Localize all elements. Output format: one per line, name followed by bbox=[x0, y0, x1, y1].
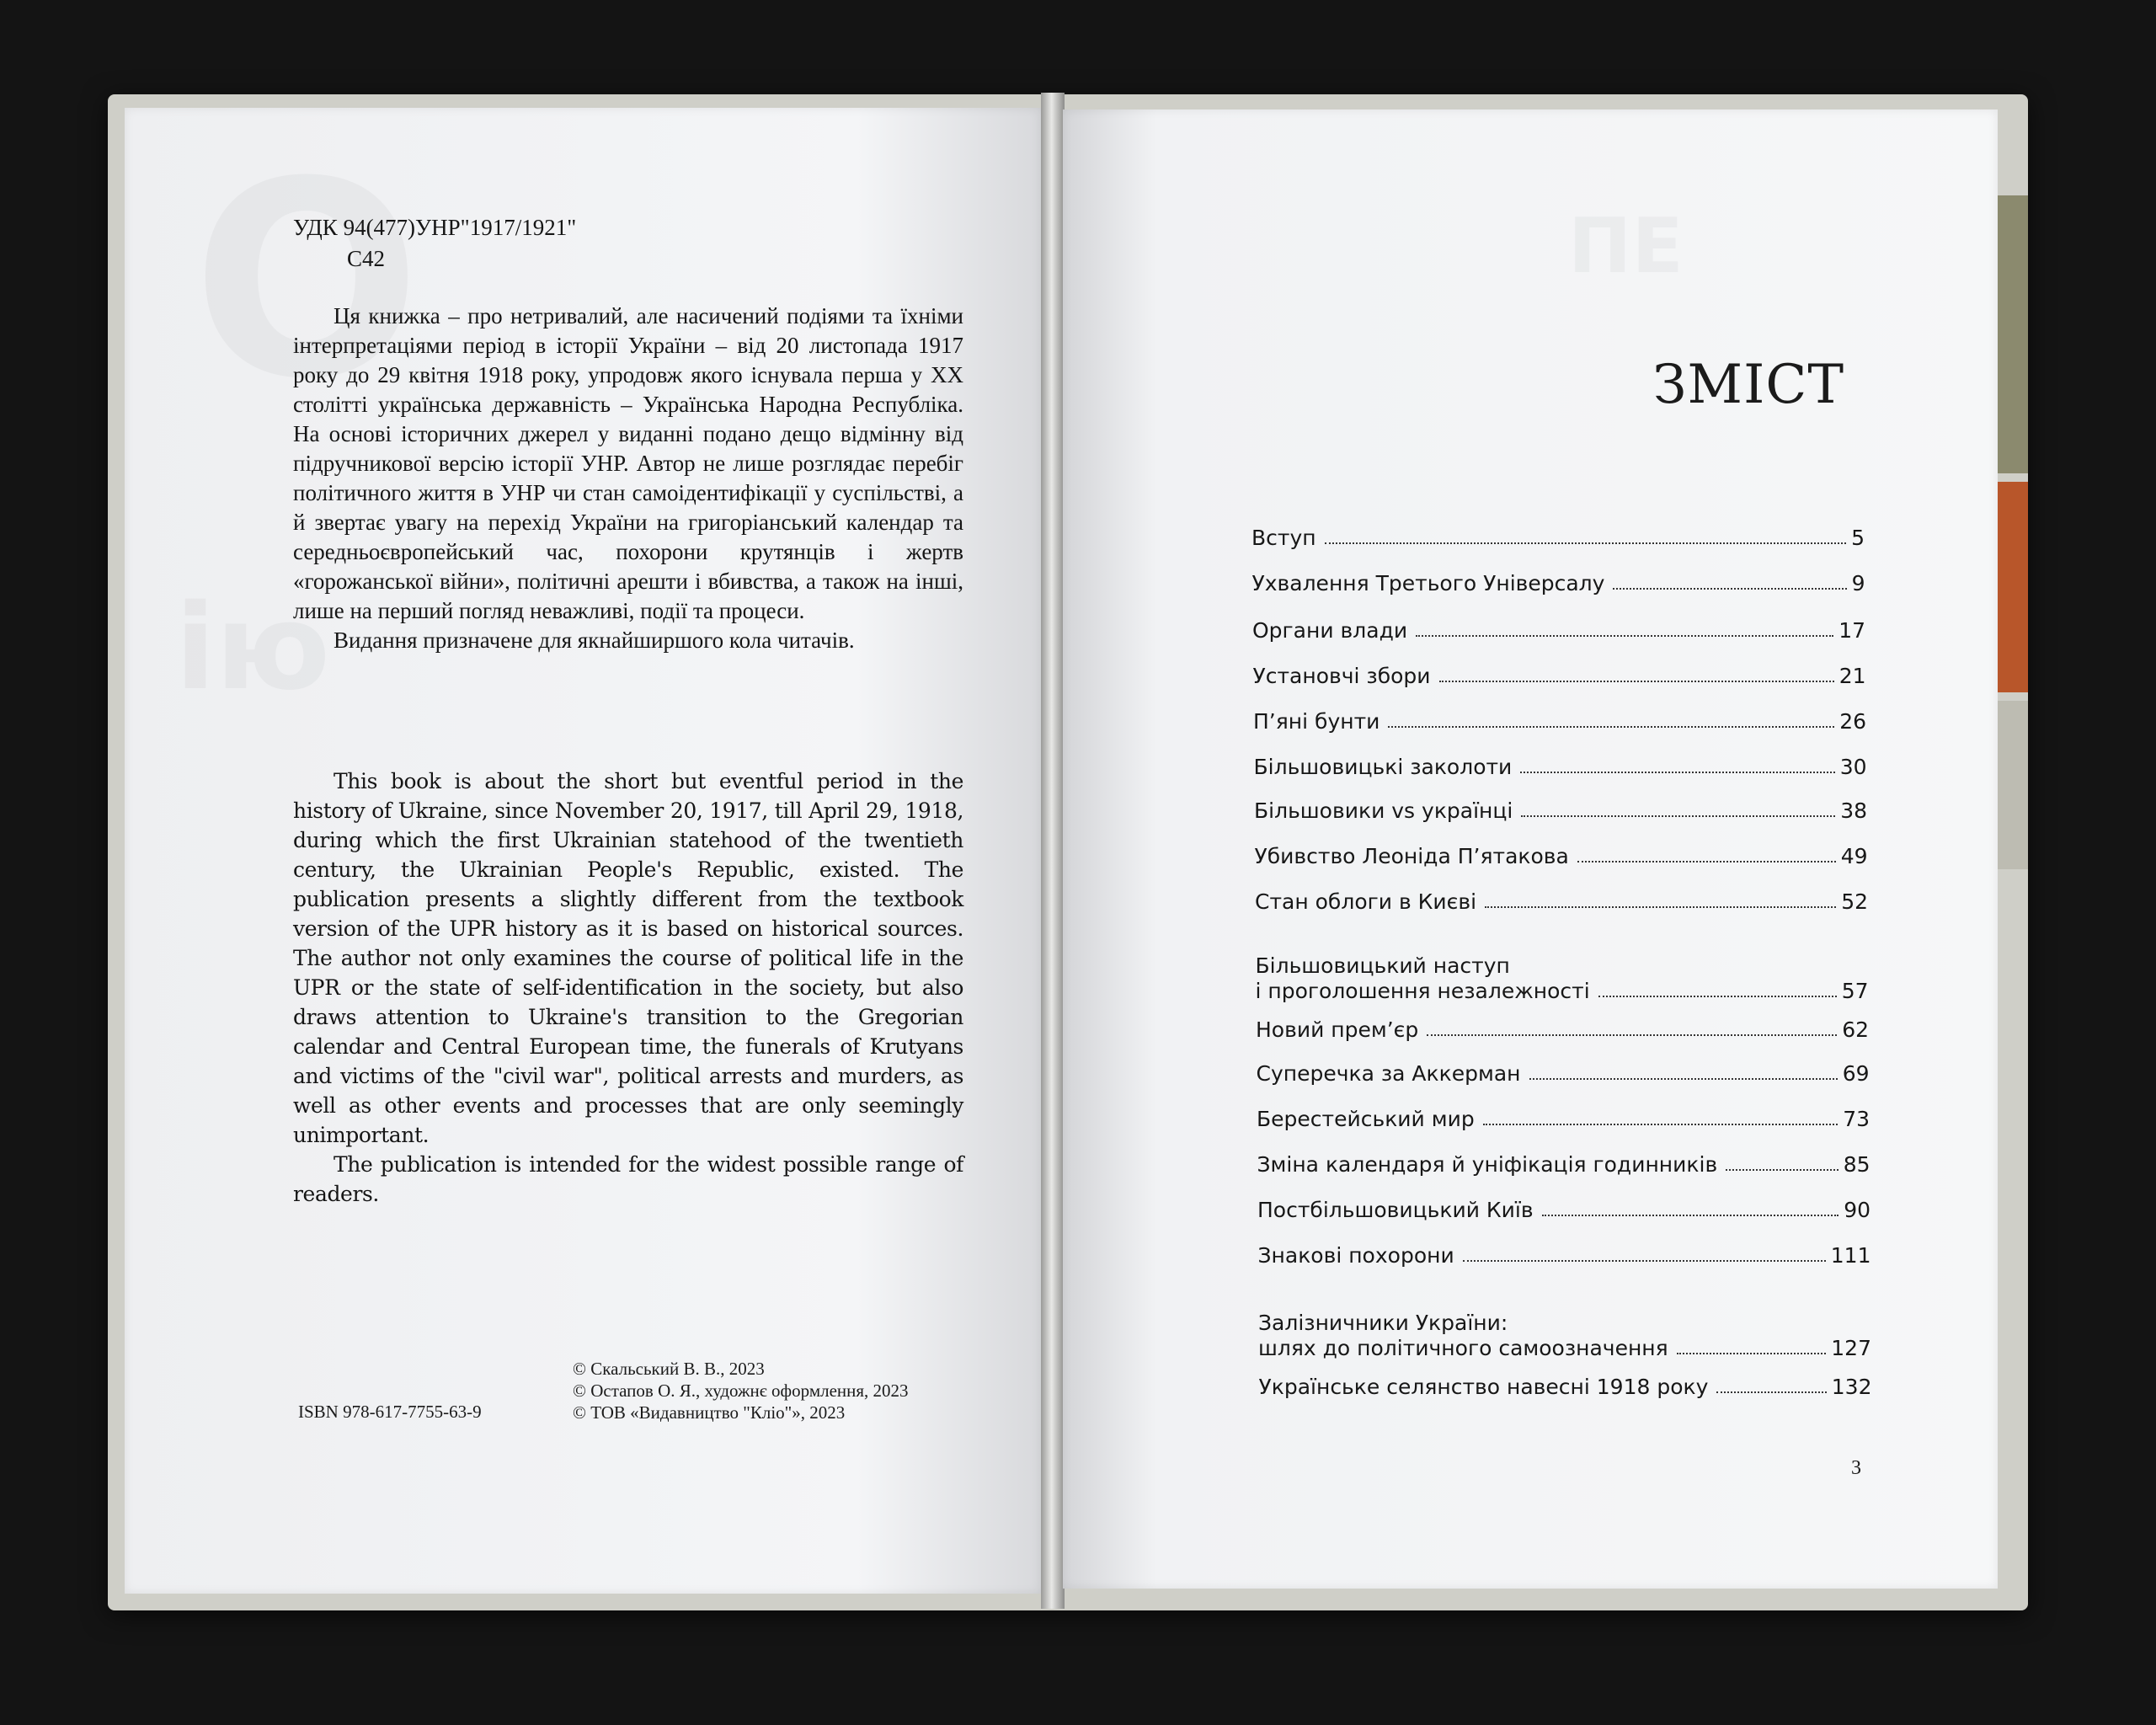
toc-entry-title bbox=[1255, 844, 1569, 869]
isbn: ISBN 978-617-7755-63-9 bbox=[298, 1402, 482, 1422]
toc-entry bbox=[1254, 798, 1867, 824]
annotation-en-paragraph: This book is about the short but eventful period in the history of Ukraine, since November 20, 1917, till April 29, 1918, during which the first Ukrainian statehood of the twentieth century, the Ukrainian People's Republic, existed. The publication presents a slightly different from the textbook version of the UPR history as it is based on historical sources. The author not only examines the course of political life in the UPR or the state of self-identification in the society, but also draws attention to Ukraine's transition to the Gregorian calendar and Central European time, the funerals of Krutyans and victims of the "civil war", political arrests and murders, as well as other events and processes that are only seemingly unimportant. bbox=[293, 769, 963, 1147]
toc-entry-page: 62 bbox=[1842, 1017, 1869, 1042]
toc-entry-title-line: Зміна календаря й уніфікація годинників bbox=[1257, 1152, 1718, 1177]
toc-entry bbox=[1256, 1017, 1869, 1043]
toc-leader-dots bbox=[1716, 1391, 1826, 1393]
toc-entry-page: 5 bbox=[1851, 526, 1865, 550]
toc-leader-dots bbox=[1388, 726, 1834, 728]
toc-entry-title bbox=[1257, 1198, 1534, 1223]
toc-entry-title-line: П’яні бунти bbox=[1253, 709, 1380, 734]
page-number: 3 bbox=[1851, 1457, 1861, 1479]
copyright-block bbox=[573, 1358, 909, 1423]
toc-leader-dots bbox=[1520, 772, 1834, 773]
toc-leader-dots bbox=[1598, 996, 1837, 997]
toc-entry-title-line: шлях до політичного самоозначення bbox=[1258, 1336, 1668, 1360]
annotation-ua-paragraph: Ця книжка – про нетривалий, але насичений подіями та їхніми інтерпретаціями період в історії України – від 20 листопада 1917 року до 29 квітня 1918 року, упродовж якого існувала перша у ХХ столітті українська державність – Українська Народна Республіка. На основі історичних джерел у виданні подано дещо відмінну від підручникової версію історії УНР. Автор не лише розглядає перебіг політичного життя в УНР чи стан самоідентифікації у суспільстві, а й звертає увагу на перехід України на григоріанський календар та середньоєвропейський час, похорони крутянців і жертв «горожанської війни», політичні арешти і вбивства, а також на інші, лише на перший погляд неважливі, події та процеси. bbox=[293, 303, 963, 623]
ghost-print-right bbox=[1568, 202, 1684, 291]
toc-entry-page: 85 bbox=[1843, 1152, 1870, 1177]
toc-entry-title bbox=[1258, 1243, 1454, 1268]
toc-entry bbox=[1252, 618, 1865, 644]
toc-entry-title bbox=[1259, 1375, 1709, 1400]
toc-entry bbox=[1251, 526, 1865, 551]
toc-entry-page: 9 bbox=[1851, 571, 1865, 595]
toc-entry-page: 127 bbox=[1831, 1336, 1871, 1360]
toc-entry-title bbox=[1252, 618, 1407, 644]
toc-entry-title-line: Більшовицькі заколоти bbox=[1253, 755, 1513, 779]
toc-leader-dots bbox=[1439, 681, 1834, 682]
toc-entry-title-line: Ухвалення Третього Універсалу bbox=[1251, 571, 1605, 595]
toc-leader-dots bbox=[1427, 1034, 1837, 1036]
toc-entry-page: 73 bbox=[1843, 1107, 1870, 1131]
toc-entry-title-line: Залізничники України: bbox=[1258, 1311, 1508, 1335]
toc-leader-dots bbox=[1577, 861, 1836, 862]
toc-entry-title-line: Стан облоги в Києві bbox=[1255, 889, 1477, 914]
toc-entry bbox=[1255, 844, 1868, 869]
toc-entry bbox=[1255, 889, 1868, 915]
toc-entry-page: 57 bbox=[1841, 979, 1869, 1003]
toc-entry-title bbox=[1254, 755, 1513, 780]
toc-entry-title bbox=[1251, 526, 1316, 551]
toc-entry-page: 17 bbox=[1838, 618, 1865, 643]
toc-entry bbox=[1259, 1375, 1872, 1400]
toc-entry-page: 69 bbox=[1842, 1061, 1870, 1086]
copyright-line: © Остапов О. Я., художнє оформлення, 2023 bbox=[573, 1381, 909, 1401]
toc-entry-title-line: Новий прем’єр bbox=[1256, 1017, 1419, 1042]
toc-entry-title-line: Більшовики vs українці bbox=[1254, 798, 1513, 823]
toc-entry bbox=[1253, 709, 1866, 734]
code-line: С42 bbox=[347, 246, 386, 271]
annotation-ua-paragraph: Видання призначене для якнайширшого кола читачів. bbox=[334, 628, 855, 653]
toc-leader-dots bbox=[1726, 1169, 1838, 1171]
toc-leader-dots bbox=[1613, 588, 1846, 590]
toc-entry-title-line: Вступ bbox=[1251, 526, 1316, 550]
toc-entry-title-line: і проголошення незалежності bbox=[1255, 979, 1590, 1003]
toc-leader-dots bbox=[1416, 635, 1833, 637]
toc-leader-dots bbox=[1483, 1124, 1838, 1125]
toc-leader-dots bbox=[1325, 542, 1846, 544]
toc-entry-page: 52 bbox=[1841, 889, 1868, 914]
toc-entry bbox=[1257, 1107, 1870, 1132]
toc-entry bbox=[1252, 571, 1865, 596]
copyright-line: © Скальський В. В., 2023 bbox=[573, 1359, 765, 1379]
toc-entry bbox=[1258, 1311, 1871, 1361]
toc-entry-title bbox=[1256, 953, 1590, 1004]
toc-entry-page: 26 bbox=[1839, 709, 1866, 734]
toc-leader-dots bbox=[1677, 1353, 1827, 1354]
toc-entry-page: 30 bbox=[1839, 755, 1867, 779]
toc-leader-dots bbox=[1463, 1260, 1826, 1262]
toc-entry-title bbox=[1253, 709, 1380, 734]
toc-title: ЗМІСТ bbox=[1652, 354, 1844, 416]
toc-entry-title bbox=[1256, 1017, 1418, 1043]
toc-entry bbox=[1253, 664, 1866, 689]
cover-strip-orange bbox=[1994, 482, 2028, 692]
toc-entry-title-line: Убивство Леоніда П’ятакова bbox=[1254, 844, 1569, 868]
toc-leader-dots bbox=[1529, 1078, 1838, 1080]
toc-entry-title bbox=[1258, 1311, 1668, 1361]
toc-entry bbox=[1257, 1198, 1870, 1223]
toc-entry-title bbox=[1257, 1061, 1521, 1087]
toc-entry-page: 132 bbox=[1831, 1375, 1872, 1399]
annotation-english bbox=[293, 766, 963, 1209]
toc-entry-title-line: Суперечка за Аккерман bbox=[1256, 1061, 1521, 1086]
toc-entry-title-line: Знакові похорони bbox=[1257, 1243, 1454, 1268]
toc-entry bbox=[1256, 953, 1869, 1004]
toc-entry-title-line: Берестейський мир bbox=[1257, 1107, 1475, 1131]
toc-entry-page: 111 bbox=[1830, 1243, 1871, 1268]
toc-entry-title bbox=[1257, 1152, 1718, 1178]
toc-entry-title-line: Установчі збори bbox=[1252, 664, 1431, 688]
toc-entry-title-line: Більшовицький наступ bbox=[1255, 953, 1510, 978]
udk-line: УДК 94(477)УНР"1917/1921" bbox=[293, 215, 577, 240]
toc-entry-title bbox=[1254, 798, 1513, 824]
annotation-en-paragraph: The publication is intended for the widest possible range of readers. bbox=[293, 1152, 963, 1206]
toc-leader-dots bbox=[1542, 1215, 1839, 1216]
toc-entry-title-line: Постбільшовицький Київ bbox=[1257, 1198, 1534, 1222]
toc-entry-title bbox=[1252, 571, 1605, 596]
toc-entry bbox=[1254, 755, 1867, 780]
toc-entry-title bbox=[1255, 889, 1476, 915]
toc-entry-title-line: Українське селянство навесні 1918 року bbox=[1258, 1375, 1709, 1399]
toc-entry bbox=[1257, 1061, 1870, 1087]
toc-entry-page: 38 bbox=[1840, 798, 1867, 823]
toc-entry-page: 90 bbox=[1844, 1198, 1870, 1222]
toc-entry-title bbox=[1257, 1107, 1475, 1132]
toc-leader-dots bbox=[1485, 906, 1836, 908]
toc-entry bbox=[1258, 1243, 1871, 1268]
toc-entry-title-line: Органи влади bbox=[1252, 618, 1408, 643]
toc-leader-dots bbox=[1521, 815, 1835, 817]
cover-strip-grey bbox=[1994, 701, 2028, 869]
toc-entry-title bbox=[1253, 664, 1431, 689]
toc-entry-page: 49 bbox=[1840, 844, 1868, 868]
annotation-ukrainian bbox=[293, 302, 963, 655]
udk-block bbox=[293, 212, 963, 275]
copyright-line: © ТОВ «Видавництво "Кліо"», 2023 bbox=[573, 1402, 846, 1423]
toc-entry bbox=[1257, 1152, 1870, 1178]
book-spine bbox=[1041, 93, 1065, 1609]
toc-entry-page: 21 bbox=[1838, 664, 1866, 688]
cover-strip-green bbox=[1994, 195, 2028, 473]
